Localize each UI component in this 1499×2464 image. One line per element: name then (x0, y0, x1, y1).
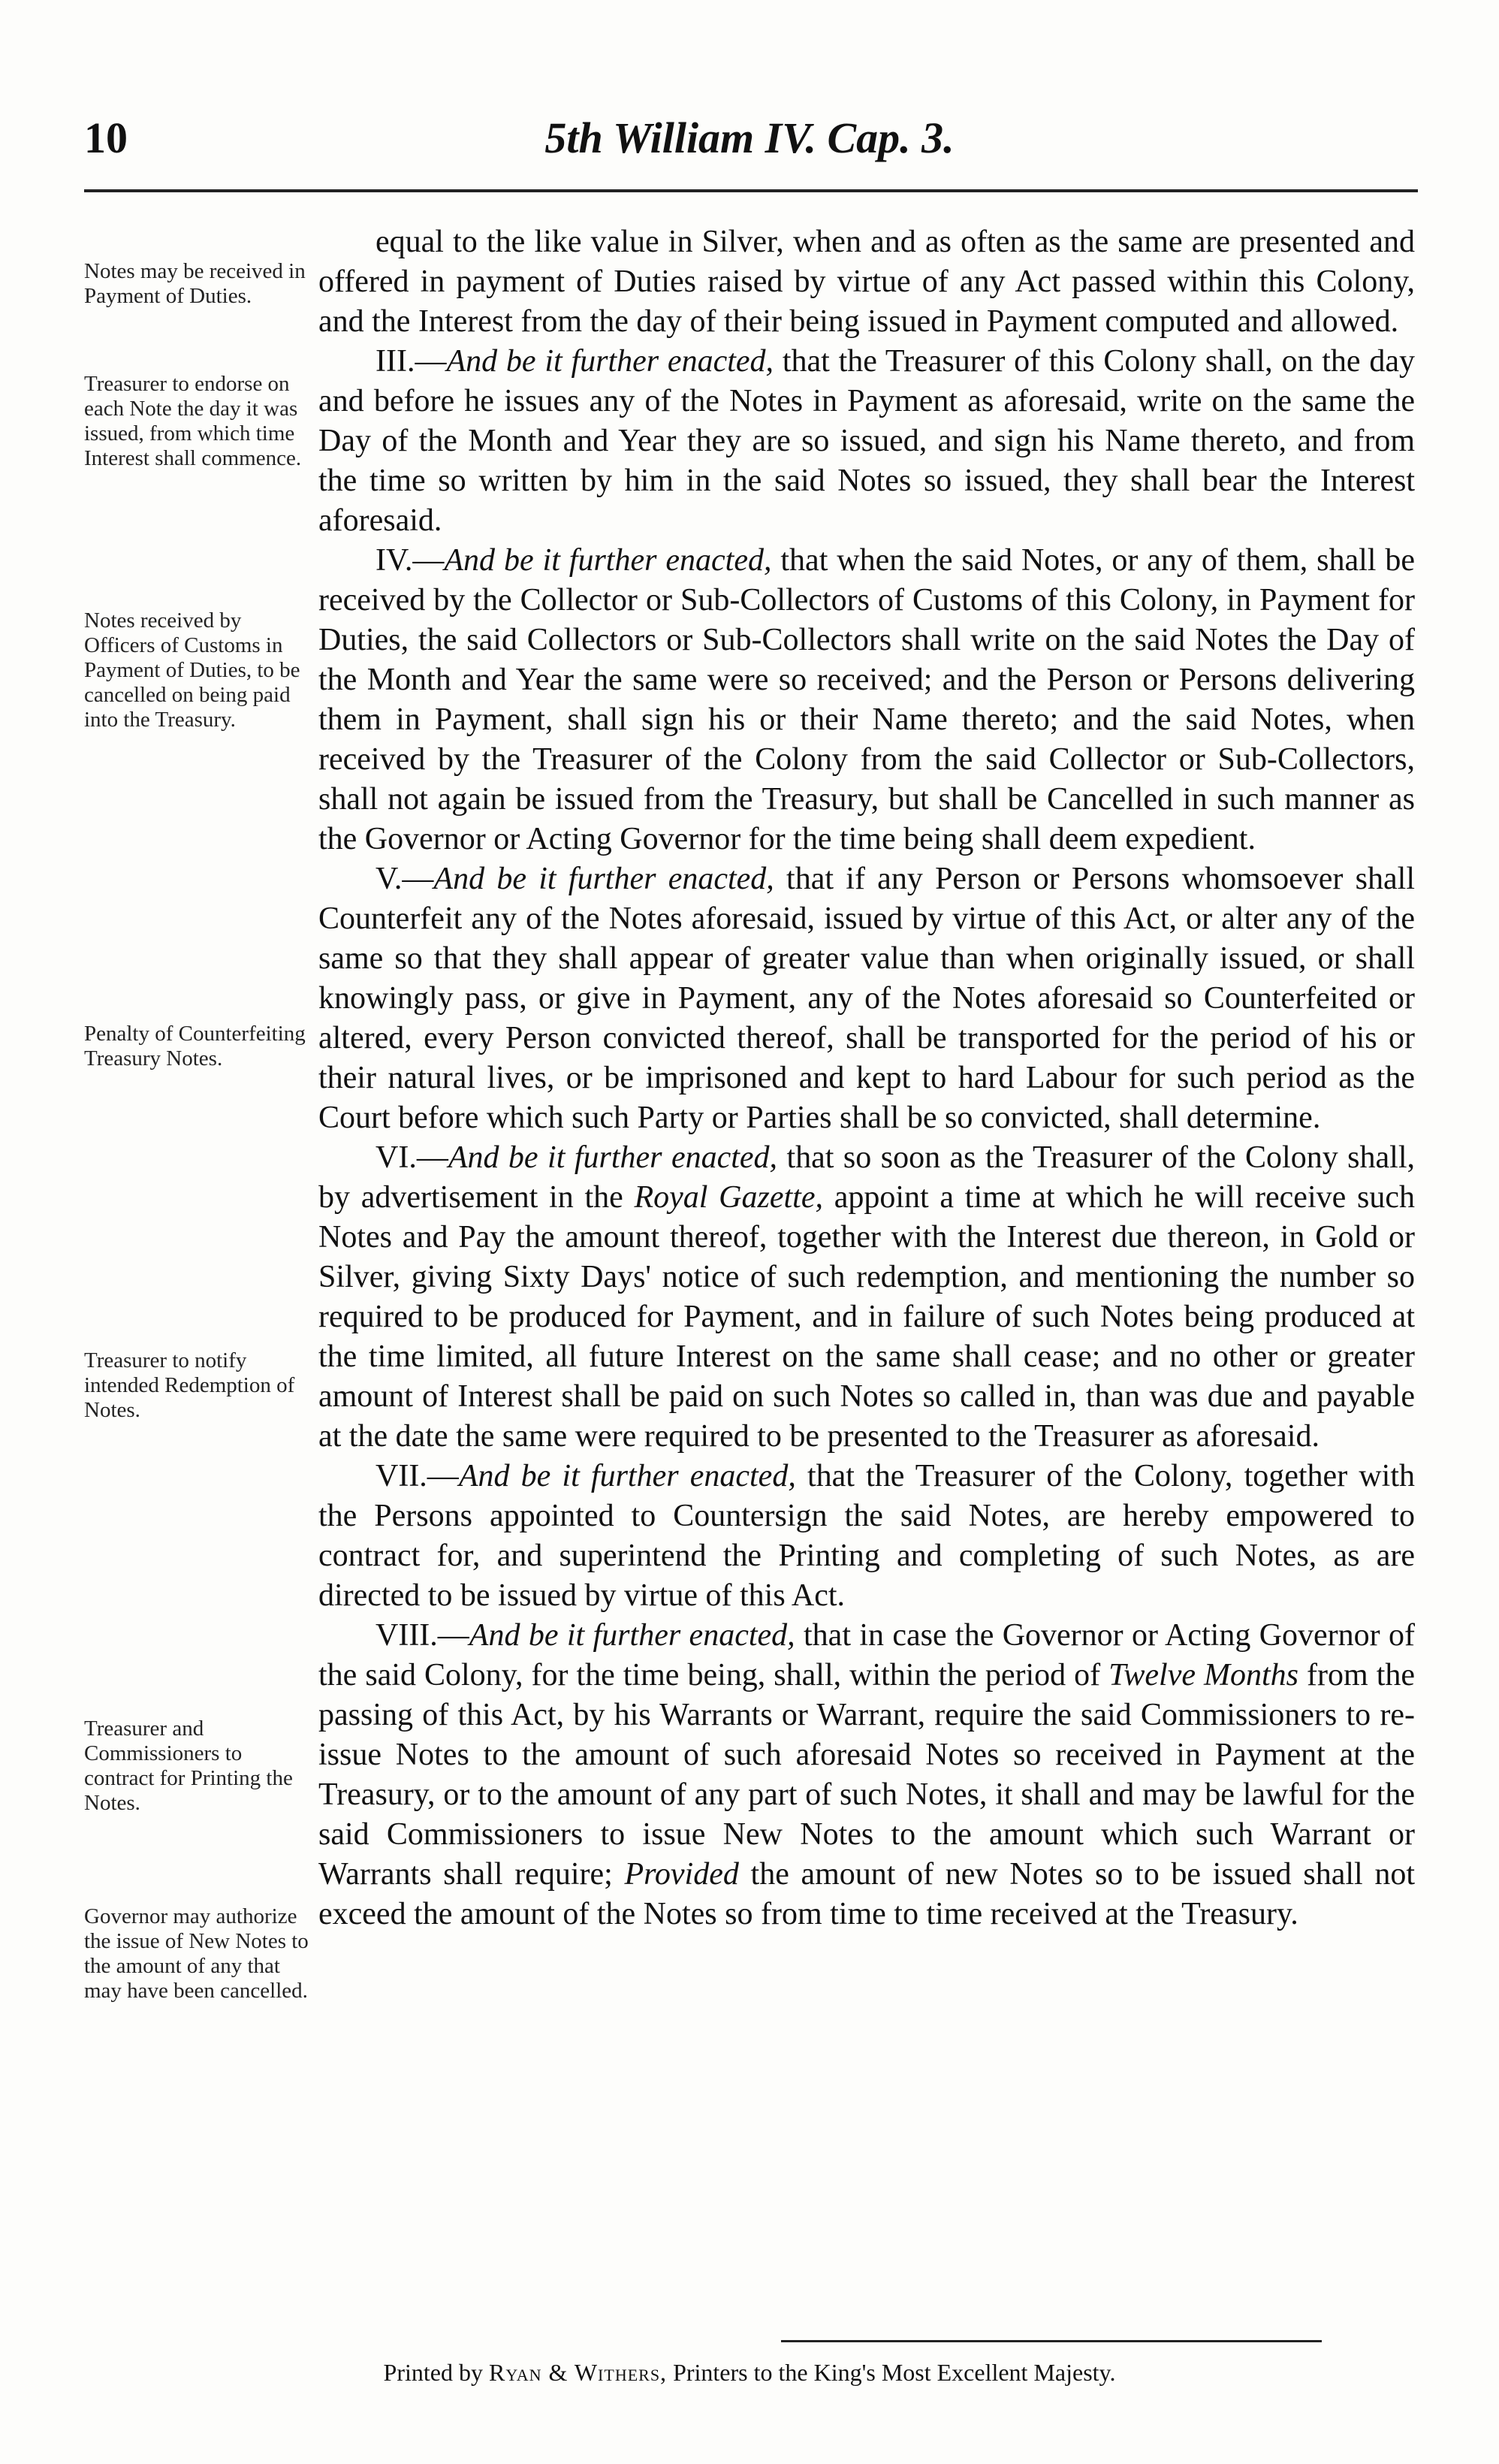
printer-name: Ryan & Withers, (488, 2359, 668, 2386)
margin-note-new-notes: Governor may authorize the issue of New Notes to the amount of any that may have been cancelled. (84, 1904, 309, 2003)
section-iii (318, 342, 1415, 541)
period-phrase: Twelve Months (1108, 1658, 1299, 1692)
header-rule (84, 189, 1418, 192)
section-text: appoint a time at which he will receive such Notes and Pay the amount thereof, together with the Interest due thereon, in Gold or Silver, giving Sixty Days' notice of such redemption, and mentioning the number so required to be produced for Payment, and in failure of such Notes being produced at the time limited, all future Interest on the same shall cease; and no other or greater amount of Interest shall be paid on such Notes so called in, than was due and payable at the date the same were required to be presented to the Treasurer as aforesaid. (318, 1180, 1415, 1454)
section-text: from the passing of this Act, by his Warrants or Warrant, require the said Commissioners to re-issue Notes to the amount of such aforesaid Notes so received in Payment at the Treasury, or to the amount of any part of such Notes, it shall and may be lawful for the said Commissioners to issue New Notes to the amount which such Warrant or Warrants shall require; (318, 1658, 1416, 1892)
section-number: IV.— (376, 543, 445, 578)
imprint-suffix: Printers to the King's Most Excellent Majesty. (667, 2359, 1116, 2386)
margin-note-duties: Notes may be received in Payment of Duties. (84, 259, 306, 308)
section-viii (318, 1616, 1415, 1934)
paragraph-continuation: equal to the like value in Silver, when and as often as the same are presented and offered in payment of Duties raised by virtue of any Act passed within this Colony, and the Interest from the day of their being issued in Payment computed and allowed. (318, 225, 1415, 339)
margin-note-endorse: Treasurer to endorse on each Note the day it was issued, from which time Interest shall commence. (84, 372, 302, 470)
enacting-clause: And be it further enacted, (458, 1459, 796, 1493)
section-text: the amount of new Notes so to be issued shall not exceed the amount of the Notes so from time to time received at the Treasury. (318, 1857, 1415, 1931)
footer-rule (781, 2340, 1322, 2342)
section-number: V.— (376, 862, 434, 896)
section-vi (318, 1138, 1415, 1457)
margin-note-counterfeit: Penalty of Counterfeiting Treasury Notes. (84, 1022, 306, 1070)
printer-imprint (0, 2359, 1499, 2387)
section-text: that in case the Governor or Acting Governor of the said Colony, for the time being, shall, within the period of (318, 1618, 1415, 1692)
enacting-clause: And be it further enacted, (469, 1618, 795, 1653)
gazette-name: Royal Gazette, (634, 1180, 823, 1215)
margin-note-customs: Notes received by Officers of Customs in Payment of Duties, to be cancelled on being paid into the Treasury. (84, 608, 300, 732)
section-v (318, 859, 1415, 1138)
page-title: 5th William IV. Cap. 3. (544, 113, 955, 162)
section-text: that so soon as the Treasurer of the Colony shall, by advertisement in the (318, 1140, 1415, 1215)
section-number: VI.— (376, 1140, 448, 1175)
section-number: VII.— (376, 1459, 459, 1493)
proviso-word: Provided (624, 1857, 739, 1892)
section-text: that the Treasurer of the Colony, together with the Persons appointed to Countersign the said Notes, are hereby empowered to contract for, and superintend the Printing and completing of such Notes, as are directed to be issued by virtue of this Act. (318, 1459, 1416, 1613)
enacting-clause: And be it further enacted, (446, 344, 774, 379)
section-text: that if any Person or Persons whomsoever shall Counterfeit any of the Notes aforesaid, issued by virtue of this Act, or alter any of the same so that they shall appear of greater value than when originally issued, or shall knowingly pass, or give in Payment, any of the Notes aforesaid so Counterfeited or altered, every Person convicted thereof, shall be transported for the period of his or their natural lives, or be imprisoned and kept to hard Labour for such period as the Court before which such Party or Parties shall be so convicted, shall determine. (318, 862, 1415, 1135)
section-text: that the Treasurer of this Colony shall, on the day and before he issues any of the Notes in Payment as aforesaid, write on the same the Day of the Month and Year they are so issued, and sign his Name thereto, and from the time so written by him in the said Notes so issued, they shall bear the Interest aforesaid. (318, 344, 1415, 538)
section-text: that when the said Notes, or any of them, shall be received by the Collector or Sub-Collectors of Customs of this Colony, in Payment for Duties, the said Collectors or Sub-Collectors shall write on the said Notes the Day of the Month and Year the same were so received; and the Person or Persons delivering them in Payment, shall sign his or their Name thereto; and the said Notes, when received by the Treasurer of the Colony from the said Collector or Sub-Collectors, shall not again be issued from the Treasury, but shall be Cancelled in such manner as the Governor or Acting Governor for the time being shall deem expedient. (318, 543, 1415, 856)
section-iv (318, 541, 1415, 859)
enacting-clause: And be it further enacted, (444, 543, 772, 578)
page-number: 10 (84, 113, 128, 162)
margin-note-redemption: Treasurer to notify intended Redemption of Notes. (84, 1348, 295, 1422)
imprint-prefix: Printed by (383, 2359, 489, 2386)
section-number: III.— (376, 344, 447, 379)
enacting-clause: And be it further enacted, (433, 862, 774, 896)
body-text (318, 222, 1415, 1934)
enacting-clause: And be it further enacted, (448, 1140, 778, 1175)
margin-note-printing: Treasurer and Commissioners to contract for Printing the Notes. (84, 1717, 293, 1815)
section-vii (318, 1457, 1415, 1616)
section-number: VIII.— (376, 1618, 469, 1653)
